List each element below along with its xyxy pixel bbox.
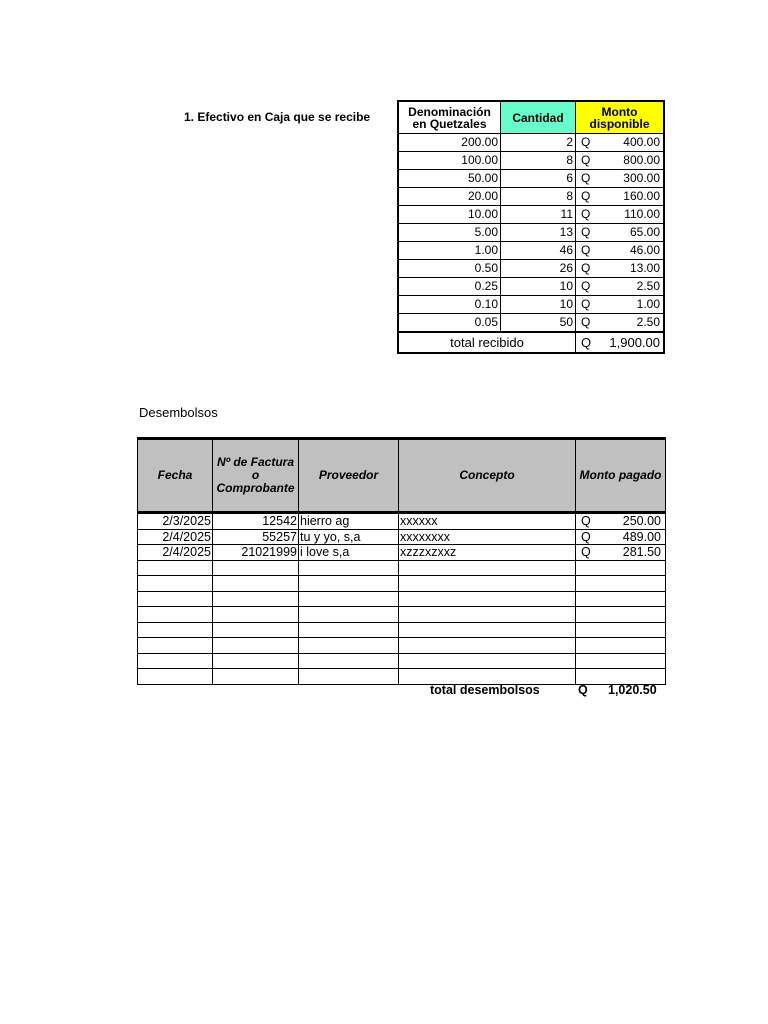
cell-denominacion: 10.00 [398, 206, 501, 224]
cash-total-row [398, 332, 664, 353]
cell-monto-pagado [576, 529, 666, 545]
header-fecha: Fecha [138, 439, 213, 513]
currency-symbol: Q [581, 207, 591, 221]
cell-cantidad: 2 [501, 134, 576, 152]
cell-fecha: 2/4/2025 [138, 529, 213, 545]
total-wrap [576, 333, 663, 352]
monto-value: 2.50 [636, 279, 660, 293]
empty-cell [213, 622, 299, 638]
cell-monto [576, 314, 665, 333]
empty-cell [576, 591, 666, 607]
cell-monto [576, 278, 665, 296]
cash-received-table [397, 100, 665, 354]
cell-cantidad: 11 [501, 206, 576, 224]
total-recibido-label: total recibido [398, 332, 576, 353]
monto-wrap [576, 314, 663, 331]
cell-denominacion: 5.00 [398, 224, 501, 242]
monto-wrap [576, 278, 663, 295]
disbursement-row [138, 545, 666, 561]
empty-cell [576, 607, 666, 623]
currency-symbol: Q [581, 545, 591, 560]
empty-cell [299, 653, 399, 669]
monto-wrap [576, 224, 663, 241]
total-disbursements-label: total desembolsos [430, 683, 540, 697]
empty-cell [299, 607, 399, 623]
empty-disbursement-row [138, 576, 666, 592]
currency-symbol: Q [581, 261, 591, 275]
empty-cell [399, 622, 576, 638]
cell-concepto: xxxxxxxx [399, 529, 576, 545]
cell-monto [576, 224, 665, 242]
empty-disbursement-row [138, 607, 666, 623]
empty-cell [138, 607, 213, 623]
empty-cell [399, 653, 576, 669]
total-recibido-cell [576, 332, 665, 353]
cell-denominacion: 20.00 [398, 188, 501, 206]
cell-denominacion: 50.00 [398, 170, 501, 188]
monto-value: 300.00 [623, 171, 660, 185]
cell-denominacion: 200.00 [398, 134, 501, 152]
cash-row [398, 314, 664, 333]
empty-cell [299, 591, 399, 607]
header-proveedor: Proveedor [299, 439, 399, 513]
monto-pagado-value: 281.50 [622, 545, 661, 560]
currency-symbol: Q [581, 514, 591, 529]
cell-monto [576, 170, 665, 188]
empty-cell [576, 653, 666, 669]
empty-cell [576, 669, 666, 685]
empty-disbursement-row [138, 669, 666, 685]
empty-cell [138, 638, 213, 654]
disbursements-header-row [138, 439, 666, 513]
header-cantidad: Cantidad [501, 101, 576, 134]
monto-pagado-wrap [576, 545, 665, 559]
empty-cell [213, 669, 299, 685]
monto-wrap [576, 170, 663, 187]
cell-monto [576, 242, 665, 260]
cash-row [398, 134, 664, 152]
monto-pagado-value: 250.00 [622, 514, 661, 529]
cash-row [398, 224, 664, 242]
cash-row [398, 296, 664, 314]
empty-cell [399, 591, 576, 607]
cell-cantidad: 26 [501, 260, 576, 278]
empty-cell [213, 638, 299, 654]
monto-value: 400.00 [623, 135, 660, 149]
cash-row [398, 170, 664, 188]
empty-cell [138, 591, 213, 607]
cell-cantidad: 50 [501, 314, 576, 333]
empty-cell [213, 560, 299, 576]
cash-row [398, 206, 664, 224]
cell-fecha: 2/3/2025 [138, 513, 213, 530]
monto-pagado-wrap [576, 514, 665, 528]
cell-cantidad: 10 [501, 296, 576, 314]
cell-denominacion: 100.00 [398, 152, 501, 170]
currency-symbol: Q [581, 135, 591, 149]
monto-value: 65.00 [629, 225, 660, 239]
cell-cantidad: 6 [501, 170, 576, 188]
empty-cell [138, 560, 213, 576]
cash-row [398, 278, 664, 296]
empty-cell [299, 638, 399, 654]
cell-monto [576, 260, 665, 278]
monto-value: 46.00 [629, 243, 660, 257]
monto-value: 110.00 [624, 207, 660, 221]
monto-wrap [576, 152, 663, 169]
cell-proveedor: tu y yo, s,a [299, 529, 399, 545]
cell-factura: 12542 [213, 513, 299, 530]
monto-pagado-wrap [576, 530, 665, 544]
disbursement-row [138, 529, 666, 545]
currency-symbol: Q [581, 243, 591, 257]
header-monto-pagado: Monto pagado [576, 439, 666, 513]
empty-cell [299, 622, 399, 638]
empty-cell [138, 622, 213, 638]
monto-wrap [576, 260, 663, 277]
empty-disbursement-row [138, 591, 666, 607]
cash-table-header-row [398, 101, 664, 134]
currency-symbol: Q [581, 189, 591, 203]
cell-cantidad: 10 [501, 278, 576, 296]
cell-monto [576, 188, 665, 206]
cell-monto [576, 134, 665, 152]
empty-cell [213, 607, 299, 623]
empty-cell [299, 669, 399, 685]
empty-cell [576, 622, 666, 638]
empty-cell [399, 638, 576, 654]
empty-disbursement-row [138, 638, 666, 654]
cell-cantidad: 46 [501, 242, 576, 260]
empty-cell [299, 576, 399, 592]
cell-concepto: xzzzxzxxz [399, 545, 576, 561]
header-concepto: Concepto [399, 439, 576, 513]
empty-cell [399, 607, 576, 623]
monto-wrap [576, 242, 663, 259]
disbursements-section-title: Desembolsos [139, 405, 218, 420]
monto-value: 13.00 [629, 261, 660, 275]
cash-row [398, 260, 664, 278]
empty-cell [399, 560, 576, 576]
empty-cell [138, 576, 213, 592]
currency-symbol: Q [581, 335, 592, 350]
empty-cell [213, 591, 299, 607]
cell-cantidad: 8 [501, 188, 576, 206]
currency-symbol: Q [581, 225, 591, 239]
empty-disbursement-row [138, 653, 666, 669]
empty-cell [399, 576, 576, 592]
empty-cell [576, 576, 666, 592]
cell-cantidad: 13 [501, 224, 576, 242]
monto-value: 2.50 [636, 315, 660, 329]
cash-row [398, 242, 664, 260]
cell-denominacion: 1.00 [398, 242, 501, 260]
monto-value: 800.00 [623, 153, 660, 167]
cell-monto [576, 296, 665, 314]
empty-cell [399, 669, 576, 685]
cash-section-title: 1. Efectivo en Caja que se recibe [184, 110, 371, 124]
monto-pagado-value: 489.00 [622, 529, 661, 544]
cell-proveedor: hierro ag [299, 513, 399, 530]
cell-concepto: xxxxxx [399, 513, 576, 530]
cell-monto [576, 206, 665, 224]
cell-cantidad: 8 [501, 152, 576, 170]
monto-wrap [576, 188, 663, 205]
empty-disbursement-row [138, 622, 666, 638]
header-monto-disponible: Monto disponible [576, 101, 665, 134]
cell-denominacion: 0.25 [398, 278, 501, 296]
monto-value: 160.00 [623, 189, 660, 203]
cell-denominacion: 0.50 [398, 260, 501, 278]
empty-cell [138, 653, 213, 669]
header-factura: Nº de Factura o Comprobante [213, 439, 299, 513]
monto-wrap [576, 296, 663, 313]
monto-value: 1.00 [636, 297, 660, 311]
cell-factura: 21021999 [213, 545, 299, 561]
currency-symbol: Q [581, 171, 591, 185]
total-disbursements-value: 1,020.50 [608, 683, 657, 697]
currency-symbol: Q [581, 153, 591, 167]
currency-symbol: Q [581, 529, 591, 544]
cash-row [398, 188, 664, 206]
empty-cell [213, 653, 299, 669]
cell-denominacion: 0.10 [398, 296, 501, 314]
cell-monto-pagado [576, 545, 666, 561]
empty-cell [213, 576, 299, 592]
header-denominacion: Denominación en Quetzales [398, 101, 501, 134]
monto-wrap [576, 206, 663, 223]
total-recibido-value: 1,900.00 [609, 335, 660, 350]
currency-symbol: Q [581, 297, 591, 311]
cell-fecha: 2/4/2025 [138, 545, 213, 561]
cell-denominacion: 0.05 [398, 314, 501, 333]
empty-cell [576, 638, 666, 654]
empty-disbursement-row [138, 560, 666, 576]
cash-row [398, 152, 664, 170]
empty-cell [138, 669, 213, 685]
total-disbursements-currency: Q [578, 683, 588, 697]
cell-proveedor: i love s,a [299, 545, 399, 561]
empty-cell [576, 560, 666, 576]
currency-symbol: Q [581, 315, 591, 329]
cell-monto [576, 152, 665, 170]
empty-cell [299, 560, 399, 576]
cell-monto-pagado [576, 513, 666, 530]
cell-factura: 55257 [213, 529, 299, 545]
disbursement-row [138, 513, 666, 530]
monto-wrap [576, 134, 663, 151]
currency-symbol: Q [581, 279, 591, 293]
disbursements-table [137, 437, 666, 685]
